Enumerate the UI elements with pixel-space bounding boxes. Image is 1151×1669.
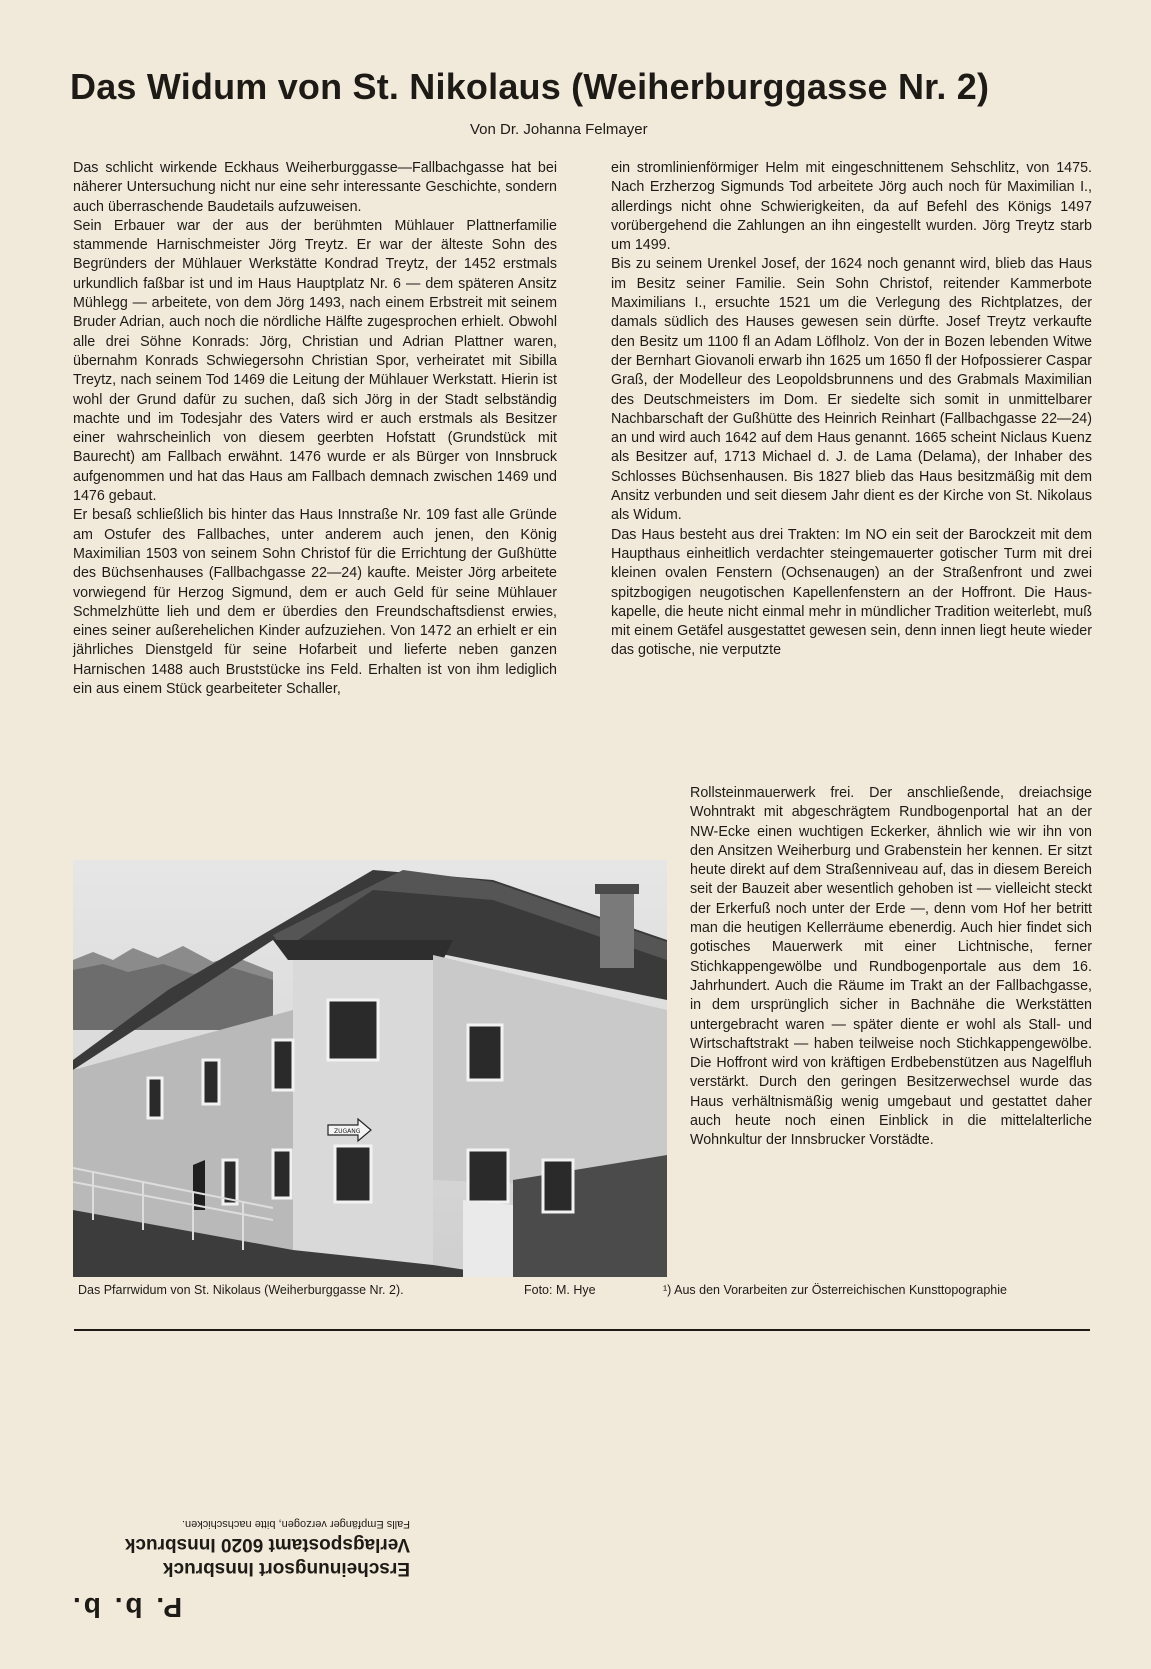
photo-sign-text: ZUGANG [334,1128,361,1135]
paragraph: Rollsteinmauerwerk frei. Der anschließende, dreiachsige Wohntrakt mit abgeschrägtem Rundbogenportal hat an der NW-Ecke einen wuchtigen Eckerker, ähnlich wie wir ihn von den Ansitzen Weiherburg und Grabenstein her kennen. Er sitzt heute direkt auf dem Straßenniveau auf, das in diesem Bereich seit der Bauzeit aber wesentlich gehoben ist — vielleicht steckt der Erkerfuß noch unter der Erde —, denn vom Hof her betritt man die heutigen Kellerräume ebenerdig. Auch hier findet sich gotisches Mauerwerk mit einer Lichtnische, ferner Stichkappengewölbe und Rundbogenportale aus dem 16. Jahrhundert. Auch die Räume im Trakt an der Fallbachgasse, in dem ursprünglich sicher in Bachnähe die Werkstätten untergebracht waren — später diente er wohl als Stall- und Wirtschaftstrakt — haben teilweise noch Stichkappengewölbe. Die Hoffront wird von kräftigen Erdbebenstützen aus Nagelfluh verstärkt. Durch den geringen Besitzerwechsel wurde das Haus verhältnismäßig wenig umgebaut und gestattet daher auch heute noch einen Einblick in die mittelalterliche Wohnkultur der Innsbrucker Vorstädte. [690,785,1092,1149]
photo-caption: Das Pfarrwidum von St. Nikolaus (Weiherburggasse Nr. 2). [78,1283,404,1297]
paragraph: Er besaß schließlich bis hinter das Haus Innstraße Nr. 109 fast alle Gründe am Ostufer des Fallbaches, unter anderem auch jenen, den König Maximilian 1503 von seinem Sohn Christof für die Errichtung der Gußhütte des Büchsenhauses (Fallbachgasse 22—24) kaufte. Meister Jörg arbeitete vorwiegend für Herzog Sigmund, dem er auch Geld für seine Mühlauer Schmelzhütte lieh und dem er überdies den Freundschaftsdienst erwies, eines seiner außerehelichen Kinder aufzuziehen. Von 1472 an erhielt er ein jährliches Dienstgeld für seine Hofarbeit und lieferte neben ganzen Harnischen 1488 auch Bruststücke ins Feld. Erhalten ist von ihm lediglich ein aus einem Stück gearbeiteter Schaller, [73,507,557,698]
photo-credit: Foto: M. Hye [524,1283,596,1297]
mailing-block [70,1440,410,1623]
left-column [73,159,557,699]
paragraph: Das schlicht wirkende Eckhaus Weiherburggasse—Fallbachgasse hat bei näherer Untersuchung nicht nur eine sehr interessante Geschichte, sondern auch überraschende Baudetails aufzuweisen. [73,160,557,215]
pbb-mark: P. b. b. [70,1592,183,1623]
house-photo [73,860,667,1277]
mailing-line-1: Erscheinungsort Innsbruck [162,1558,410,1579]
horizontal-rule [74,1329,1090,1331]
paragraph: Das Haus besteht aus drei Trakten: Im NO ein seit der Barockzeit mit dem Haupthaus einheitlich verdachter steingemauerter gotischer Turm mit drei kleinen ovalen Fenstern (Ochsenaugen) an der Straßenfront und zwei spitzbogigen neugotischen Kapellenfenstern an der Hoffront. Die Hauskapelle, die heute nicht einmal mehr in mündlicher Tradition weiterlebt, muß mit einem Getäfel ausgestattet gewesen sein, denn innen liegt heute wieder das gotische, nie verputzte [611,526,1092,659]
paragraph: ein stromlinienförmiger Helm mit eingeschnittenem Sehschlitz, von 1475. Nach Erzherzog Sigmunds Tod arbeitete Jörg auch noch für Maximilian I., allerdings nicht ohne Schwierigkeiten, da auf Befehl des Königs 1497 vorübergehend die Zahlungen an ihn eingestellt wurden. Jörg Treytz starb um 1499. [611,160,1092,254]
paragraph: Sein Erbauer war der aus der berühmten Mühlauer Plattnerfamilie stammende Harnischmeister Jörg Treytz. Er war der älteste Sohn des Begründers der Mühlauer Werkstätte Kondrad Treytz, der 1452 erstmals urkundlich faßbar ist und im Haus Hauptplatz Nr. 6 — dem späteren Ansitz Mühlegg — arbeitete, von dem Jörg 1493, nach einem Erbstreit mit seinem Bruder Adrian, auch noch die nördliche Hälfte zugesprochen erhielt. Obwohl alle drei Söhne Konrads: Jörg, Christian und Adrian Plattner waren, übernahm Konrads Schwiegersohn Christian Spor, verheiratet mit Sibilla Treytz, nach seinem Tod 1469 die Leitung der Mühlauer Werkstatt. Hierin ist wohl der Grund dafür zu suchen, daß sich Jörg in der Stadt selbständig machte und im Todesjahr des Vaters wird er auch erstmals als Besitzer einer wahrscheinlich von diesem geerbten Hofstatt (Grundstück mit Baurecht) am Fallbach erwähnt. 1476 wurde er als Bürger von Innsbruck aufgenommen und hat das Haus am Fallbach demnach zwischen 1469 und 1476 gebaut. [73,217,557,505]
footnote: ¹) Aus den Vorarbeiten zur Österreichischen Kunsttopographie [663,1283,1007,1297]
article-author: Von Dr. Johanna Felmayer [470,121,648,138]
right-column-continued [690,784,1092,1151]
article-title: Das Widum von St. Nikolaus (Weiherburggasse Nr. 2) [70,66,990,107]
mailing-line-2: Verlagspostamt 6020 Innsbruck [124,1534,410,1555]
right-column [611,159,1092,661]
house-photo-illustration [73,860,667,1277]
mailing-line-3: Falls Empfänger verzogen, bitte nachschicken. [181,1518,410,1530]
paragraph: Bis zu seinem Urenkel Josef, der 1624 noch genannt wird, blieb das Haus im Besitz seiner Familie. Sein Sohn Christof, reitender Kammerbote Maximilians I., ersuchte 1521 um die Verlegung des Richtplatzes, der damals südlich des Hauses gewesen sein dürfte. Josef Treytz verkaufte den Besitz um 1100 fl an Adam Löflholz. Von der in Bozen lebenden Witwe der Bernhart Giovanoli erwarb ihn 1625 um 1650 fl der Hofpossierer Caspar Graß, der Modelleur des Leopoldsbrunnens und des Grabmals Maximilian des Deutschmeisters im Dom. Er siedelte sich somit in unmittelbarer Nachbarschaft der Gußhütte des Heinrich Reinhart (Fallbachgasse 22—24) an und wird auch 1642 auf dem Haus genannt. 1665 scheint Niclaus Kuenz als Besitzer auf, 1713 Michael d. J. de Lama (Delama), der Inhaber des Schlosses Büchsenhausen. Bis 1827 blieb das Haus besitzmäßig mit dem Ansitz verbunden und seit diesem Jahr dient es der Kirche von St. Nikolaus als Widum. [611,256,1092,524]
